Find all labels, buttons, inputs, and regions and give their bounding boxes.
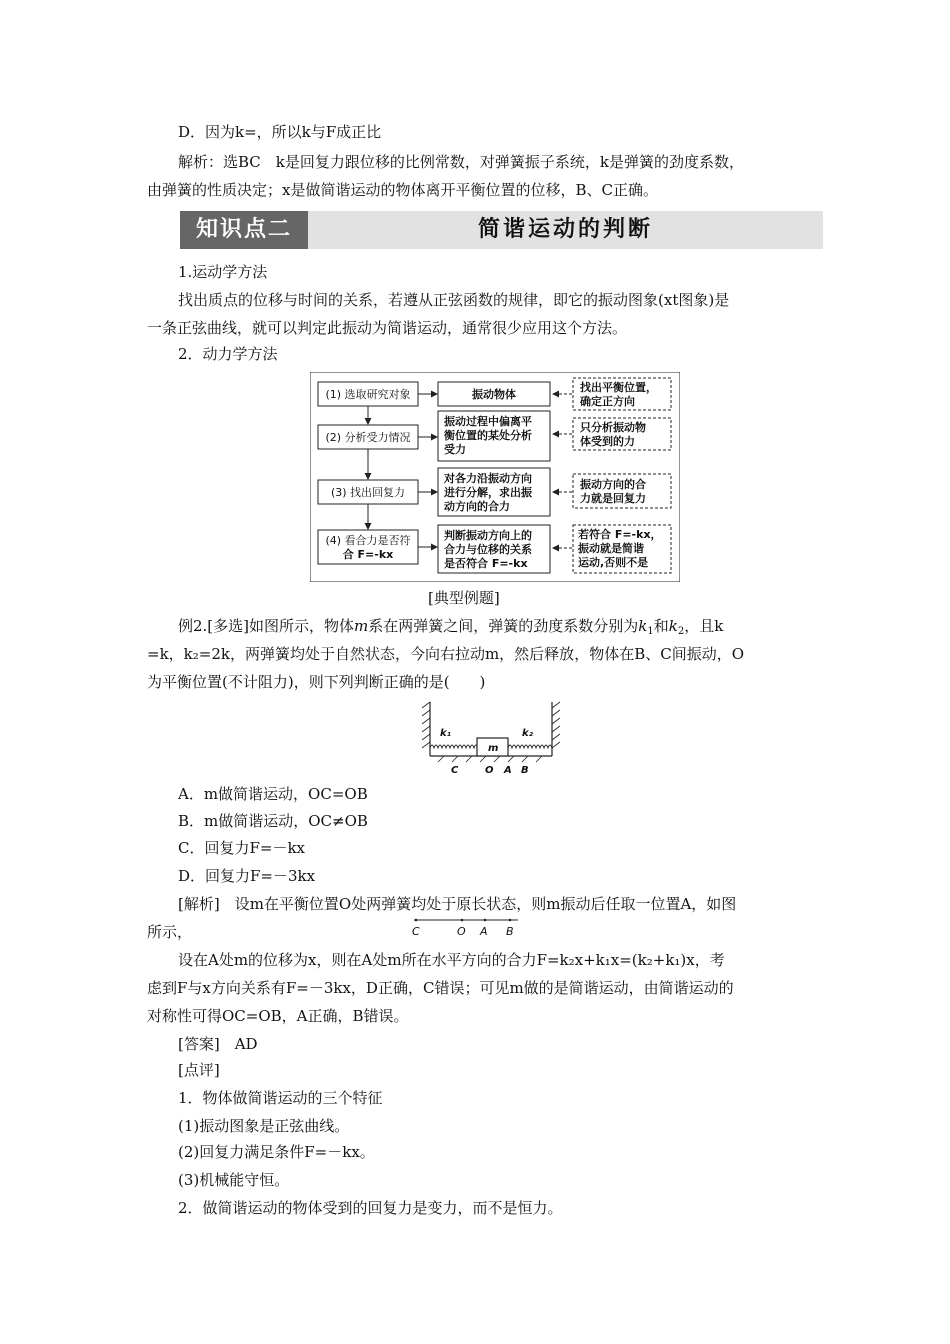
position-axis	[410, 914, 525, 940]
spring-mass-figure	[418, 700, 564, 778]
flow-step-4-text-a: (4) 看合力是否符	[325, 534, 411, 547]
option-a: A．m做简谐运动，OC=OB	[178, 785, 368, 803]
analysis-line-1: 解析：选BC k是回复力跟位移的比例常数，对弹簧振子系统，k是弹簧的劲度系数，	[178, 153, 744, 171]
axis-label-c: C	[412, 925, 420, 938]
figure-k2-label: k₂	[522, 728, 534, 739]
analysis-line-2: 由弹簧的性质决定；x是做简谐运动的物体离开平衡位置的位移，B、C正确。	[147, 181, 658, 199]
answer-line: [答案] AD	[178, 1035, 258, 1053]
flow-action-1-text: 振动物体	[472, 388, 516, 401]
example-line-3: 为平衡位置(不计阻力)，则下列判断正确的是( )	[147, 673, 486, 691]
flow-note-3-text-a: 振动方向的合	[580, 478, 646, 491]
flow-action-4-text-a: 判断振动方向上的	[444, 529, 532, 542]
solution-line-5: 对称性可得OC=OB，A正确，B错误。	[147, 1007, 409, 1025]
figure-label-a: A	[504, 765, 512, 776]
axis-label-b: B	[506, 925, 514, 938]
comment-item-1: 1．物体做简谐运动的三个特征	[178, 1089, 383, 1107]
axis-label-a: A	[480, 925, 488, 938]
flow-note-2-text-b: 体受到的力	[580, 435, 635, 448]
method1-text-1: 找出质点的位移与时间的关系，若遵从正弦函数的规律，即它的振动图象(xt图象)是	[178, 291, 730, 309]
option-d-line: D．因为k=，所以k与F成正比	[178, 123, 382, 141]
flowchart	[310, 372, 680, 582]
section-banner	[180, 211, 823, 249]
spring-k2	[508, 745, 552, 748]
comment-item-3: (2)回复力满足条件F=－kx。	[178, 1143, 375, 1161]
comment-heading: [点评]	[178, 1061, 220, 1079]
section-title: 简谐运动的判断	[477, 217, 653, 242]
comment-item-2: (1)振动图象是正弦曲线。	[178, 1117, 350, 1135]
flow-note-4-text-b: 振动就是简谐	[578, 542, 644, 555]
flow-step-2-text: (2) 分析受力情况	[325, 431, 411, 444]
flow-note-4-text-a: 若符合 F=-kx，	[578, 528, 662, 541]
solution-line-2: 所示，	[147, 923, 193, 941]
flow-action-2-text-b: 衡位置的某处分析	[444, 429, 532, 442]
flow-step-4-text-b: 合 F=-kx	[342, 548, 394, 561]
example-line-2: =k，k₂=2k，两弹簧均处于自然状态，今向右拉动m，然后释放，物体在B、C间振动，O	[147, 645, 744, 663]
flow-note-3-text-b: 力就是回复力	[580, 492, 646, 505]
figure-label-c: C	[451, 765, 459, 776]
solution-line-1: [解析] 设m在平衡位置O处两弹簧均处于原长状态，则m振动后任取一位置A，如图	[178, 895, 737, 913]
method1-text-2: 一条正弦曲线，就可以判定此振动为简谐运动，通常很少应用这个方法。	[147, 319, 628, 337]
axis-label-o: O	[457, 925, 466, 938]
flow-action-3-text-a: 对各力沿振动方向	[444, 472, 532, 485]
flow-action-2-text-a: 振动过程中偏离平	[444, 415, 532, 428]
solution-line-3: 设在A处m的位移为x，则在A处m所在水平方向的合力F=k₂x+k₁x=(k₂+k₁)x，考	[178, 951, 725, 969]
method1-title: 1.运动学方法	[178, 263, 268, 281]
method2-title: 2．动力学方法	[178, 345, 278, 363]
flow-note-1-text-b: 确定正方向	[580, 395, 635, 408]
figure-label-o: O	[485, 765, 494, 776]
flow-note-4-text-c: 运动,否则不是	[578, 556, 649, 569]
flow-action-4-text-c: 是否符合 F=-kx	[444, 557, 528, 570]
option-c: C．回复力F=－kx	[178, 839, 306, 857]
flow-action-2-text-c: 受力	[444, 443, 466, 456]
section-tag: 知识点二	[180, 211, 308, 249]
solution-line-4: 虑到F与x方向关系有F=－3kx，D正确，C错误；可见m做的是简谐运动，由简谐运动的	[147, 979, 734, 997]
flow-step-3-text: (3) 找出回复力	[330, 486, 406, 499]
comment-item-5: 2．做简谐运动的物体受到的回复力是变力，而不是恒力。	[178, 1199, 563, 1217]
figure-k1-label: k₁	[440, 728, 452, 739]
figure-m-label: m	[488, 743, 499, 754]
option-d: D．回复力F=－3kx	[178, 867, 316, 885]
flow-action-3-text-b: 进行分解，求出振	[444, 486, 532, 499]
option-b: B．m做简谐运动，OC≠OB	[178, 812, 368, 830]
flow-note-2-text-a: 只分析振动物	[580, 421, 646, 434]
figure-label-b: B	[521, 765, 529, 776]
example-line-1: 例2.[多选]如图所示，物体m系在两弹簧之间，弹簧的劲度系数分别为$k_1$和$k_2$，且k	[178, 617, 724, 637]
flow-step-1-text: (1) 选取研究对象	[325, 388, 411, 401]
flow-note-1-text-a: 找出平衡位置，	[580, 381, 657, 394]
flow-action-3-text-c: 动方向的合力	[444, 500, 510, 513]
comment-item-4: (3)机械能守恒。	[178, 1171, 290, 1189]
flow-action-4-text-b: 合力与位移的关系	[444, 543, 532, 556]
typical-example-heading: [典型例题]	[428, 589, 500, 607]
